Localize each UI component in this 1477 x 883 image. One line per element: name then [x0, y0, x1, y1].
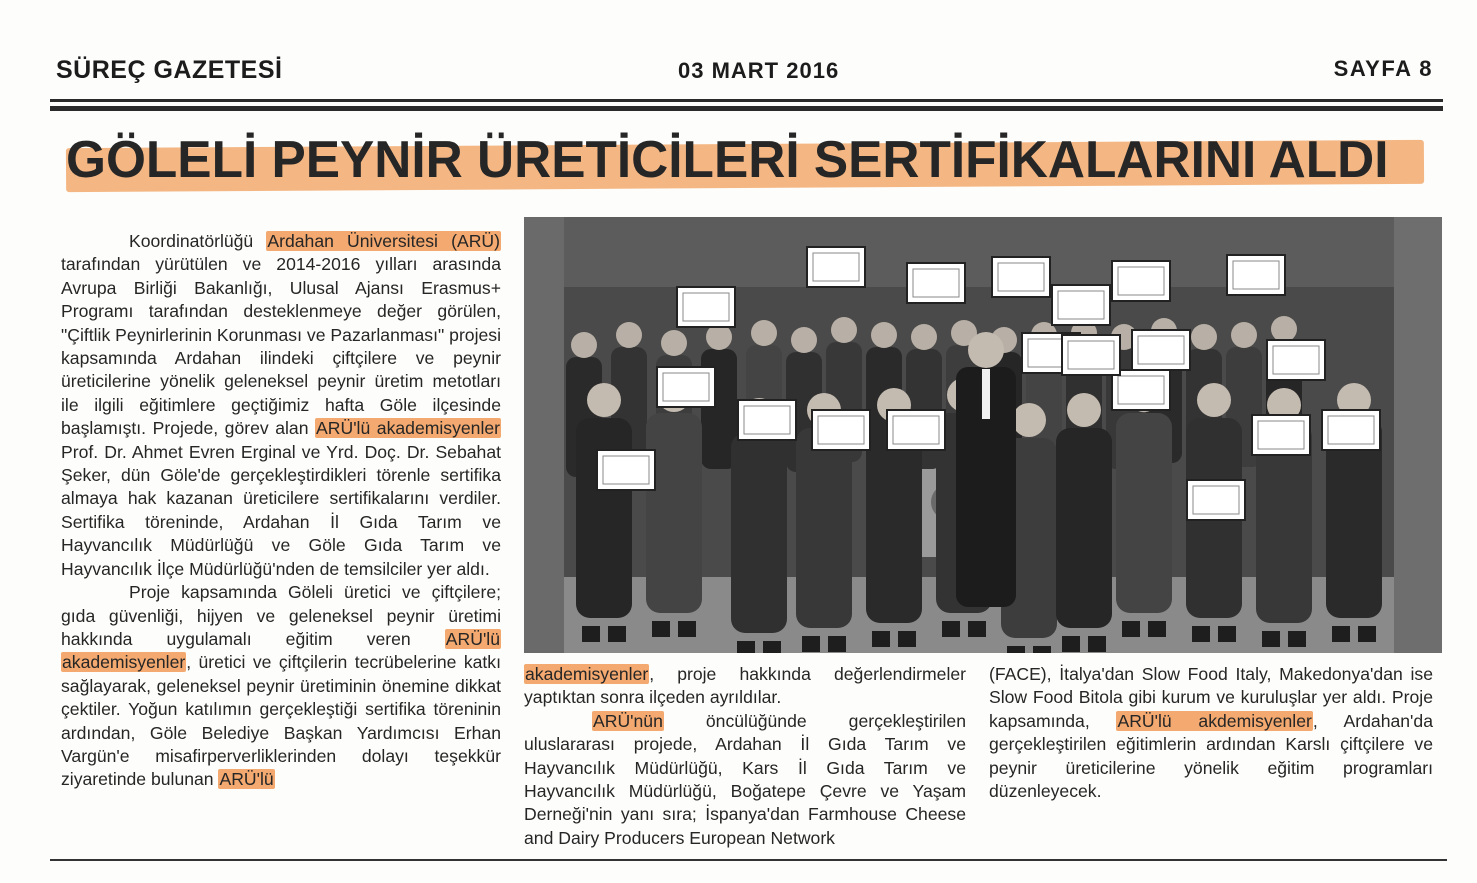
person-head	[831, 317, 857, 343]
body-text: Koordinatörlüğü	[129, 231, 267, 251]
newspaper-name: SÜREÇ GAZETESİ	[56, 56, 283, 84]
article-paragraph	[61, 230, 501, 581]
person-body	[1056, 428, 1112, 628]
person-body	[866, 423, 922, 623]
masthead-rule-thick	[50, 106, 1443, 111]
person-head	[661, 330, 687, 356]
person-shoe	[898, 631, 916, 647]
person-head	[751, 320, 777, 346]
person-body	[731, 433, 787, 633]
person-shoe	[678, 621, 696, 637]
person-head	[1231, 322, 1257, 348]
person-shoe	[1148, 621, 1166, 637]
photo-ceiling	[524, 217, 1442, 287]
person-shoe	[652, 621, 670, 637]
body-text: , proje hakkında değerlendirmeler yaptıktan sonra ilçeden ayrıldılar.	[524, 664, 966, 708]
person-head	[1271, 316, 1297, 342]
person-shoe	[1288, 631, 1306, 647]
highlighted-text: akademisyenler	[525, 664, 649, 684]
person-head	[911, 324, 937, 350]
person-shoe	[1332, 626, 1350, 642]
body-text: Prof. Dr. Ahmet Evren Erginal ve Yrd. Doç. Dr. Sebahat Şeker, dün Göle'de gerçekleştirdikleri törenle sertifika almaya hak kazanan üreticilere sertifikalarını verdiler. Sertifika töreninde, Ardahan İl Gıda Tarım ve Hayvancılık Müdürlüğü ve Göle Gıda Tarım ve Hayvancılık İlçe Müdürlüğü'nden de temsilciler yer aldı.	[61, 441, 501, 579]
highlighted-text: ARÜ'lü akademisyenler	[62, 628, 500, 673]
person-shoe	[608, 626, 626, 642]
person-body	[646, 413, 702, 613]
photo-right-wall	[1394, 217, 1442, 653]
photo-left-wall	[524, 217, 564, 653]
body-text: Proje kapsamında Göleli üretici ve çiftçilere; gıda güvenliği, hijyen ve geleneksel peynir üretimi hakkında uygulamalı eğitim veren	[61, 582, 501, 649]
body-text: tarafından yürütülen ve 2014-2016 yılları arasında Avrupa Birliği Bakanlığı, Ulusal Ajansı Erasmus+ Programı tarafından desteklenmeye değer görülen, "Çiftlik Peynirlerinin Korunması ve Pazarlanması" projesi kapsamında Ardahan ilindeki çiftçilere ve peynir üreticilerine yönelik geleneksel peynir üretim metotları ile ilgili eğitimlere geçtiğimiz hafta Göle ilçesinde başlamıştı. Projede, görev alan	[61, 254, 501, 439]
masthead	[56, 52, 1433, 86]
article-paragraph	[61, 581, 501, 792]
article-column-1	[61, 230, 501, 792]
highlighted-text: ARÜ'lü akdemisyenler	[1117, 710, 1312, 731]
body-text: , üretici ve çiftçilerin tecrübelerine katkı sağlayarak, geleneksel peynir üretiminin önemine dikkat çektiler. Yoğun katılımın gerçekleştiği sertifika töreninin ardından, Göle Belediye Başkan Yardımcısı Erhan Vargün'e misafirperverliklerinden dolayı teşekkür ziyaretinde bulunan	[61, 652, 501, 790]
person-shoe	[1122, 621, 1140, 637]
page-number: SAYFA 8	[1333, 56, 1433, 81]
person-head	[968, 332, 1004, 368]
person-head	[1191, 324, 1217, 350]
headline: GÖLELİ PEYNİR ÜRETİCİLERİ SERTİFİKALARINI ALDI	[66, 131, 1389, 189]
person-shoe	[1262, 631, 1280, 647]
person-shoe	[1218, 626, 1236, 642]
person-body	[796, 428, 852, 628]
body-text: (FACE), İtalya'dan Slow Food Italy, Makedonya'dan ise Slow Food Bitola gibi kurum ve kuruluşlar yer aldı. Proje kapsamında,	[989, 664, 1433, 731]
highlighted-text: ARÜ'lü akademisyenler	[316, 418, 501, 439]
person-shoe	[1088, 636, 1106, 652]
person-shoe	[828, 636, 846, 652]
person-body	[1116, 413, 1172, 613]
highlighted-text: Ardahan Üniversitesi (ARÜ)	[267, 231, 500, 251]
body-text: öncülüğünde gerçekleştirilen uluslararası projede, Ardahan İl Gıda Tarım ve Hayvancılık Müdürlüğü, Kars İl Gıda Tarım ve Hayvancılık Müdürlüğü, Boğatepe Çevre ve Yaşam Derneği'nin yanı sıra; İspanya'dan Farmhouse Cheese and Dairy Producers European Network	[524, 710, 966, 848]
person-head	[587, 383, 621, 417]
person-shoe	[802, 636, 820, 652]
person-shoe	[1062, 636, 1080, 652]
article-paragraph	[524, 710, 966, 850]
article-photo	[524, 217, 1442, 653]
person-head	[1012, 403, 1046, 437]
headline-block	[62, 128, 1432, 192]
highlighted-text: ARÜ'nün	[593, 710, 663, 731]
person-head	[1067, 393, 1101, 427]
person-body	[576, 418, 632, 618]
person-shoe	[1007, 646, 1025, 653]
person-shoe	[872, 631, 890, 647]
article-paragraph	[989, 663, 1433, 803]
person-head	[616, 322, 642, 348]
article-paragraph	[524, 663, 966, 710]
group-photo-certificate-ceremony	[524, 217, 1442, 653]
person-shoe	[1192, 626, 1210, 642]
person-shoe	[763, 641, 781, 653]
person-shoe	[1033, 646, 1051, 653]
person-shoe	[582, 626, 600, 642]
article-column-3	[989, 663, 1433, 803]
highlighted-text: ARÜ'lü	[219, 769, 274, 790]
masthead-rule-thin	[50, 99, 1443, 102]
issue-date: 03 MART 2016	[678, 58, 840, 83]
person-head	[871, 322, 897, 348]
person-shoe	[942, 621, 960, 637]
article-column-2	[524, 663, 966, 850]
person-shoe	[968, 621, 986, 637]
person-head	[1197, 383, 1231, 417]
person-head	[791, 327, 817, 353]
person-head	[571, 332, 597, 358]
body-text: , Ardahan'da gerçekleştirilen eğitimlerin ardından Karslı çiftçilere ve peynir üreticilerine yönelik eğitim programları düzenleyecek.	[989, 710, 1433, 802]
person-shoe	[737, 641, 755, 653]
person-shoe	[1358, 626, 1376, 642]
page-bottom-rule	[50, 859, 1447, 861]
shirt	[982, 369, 990, 419]
